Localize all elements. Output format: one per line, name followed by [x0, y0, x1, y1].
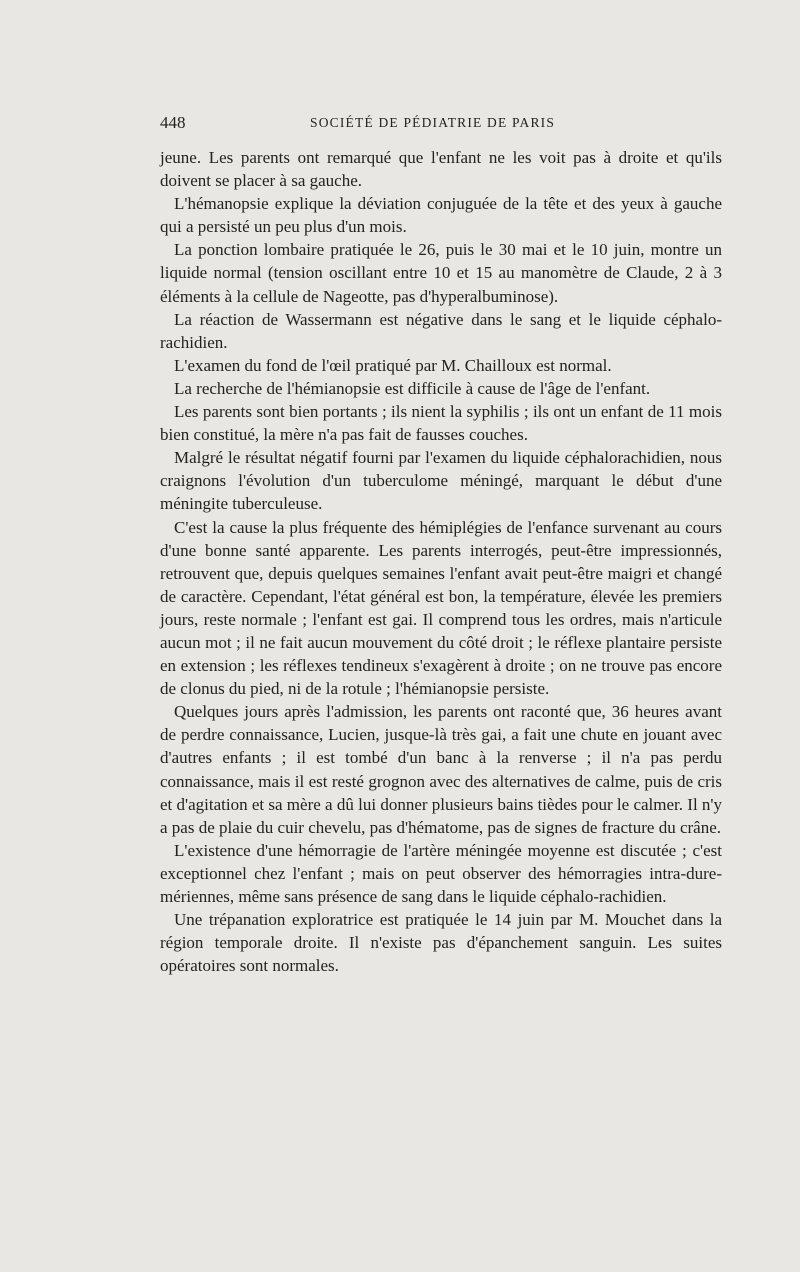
page-number: 448 [160, 113, 186, 132]
paragraph-8: Malgré le résultat négatif fourni par l'examen du liquide céphalorachidien, nous craignons l'évolution d'un tuberculome méningé, marquant le début d'une méningite tuberculeuse. [160, 448, 722, 514]
paragraph-1: jeune. Les parents ont remarqué que l'enfant ne les voit pas à droite et qu'ils doivent se placer à sa gauche. [160, 148, 722, 191]
paragraph-11: L'existence d'une hémorragie de l'artère méningée moyenne est discutée ; c'est exceptionnel chez l'enfant ; mais on peut observer des hémorragies intra-dure-mériennes, même sans présence de sang dans le liquide céphalo-rachidien. [160, 840, 722, 906]
paragraph-10: Quelques jours après l'admission, les parents ont raconté que, 36 heures avant de perdre connaissance, Lucien, jusque-là très gai, a fait une chute en jouant avec d'autres enfants ; il est tombé d'un banc à la renverse ; il n'a pas perdu connaissance, mais il est resté grognon avec des alternatives de calme, puis de cris et d'agitation et sa mère a dû lui donner plusieurs bains tièdes pour le calmer. Il n'y a pas de plaie du cuir chevelu, pas d'hématome, pas de signes de fracture du crâne. [160, 702, 722, 837]
paragraph-4: La réaction de Wassermann est négative dans le sang et le liquide céphalo-rachidien. [160, 309, 722, 352]
paragraph-9: C'est la cause la plus fréquente des hémiplégies de l'enfance survenant au cours d'une bonne santé apparente. Les parents interrogés, peut-être impressionnés, retrouvent que, depuis quelques semaines l'enfant avait peut-être maigri et changé de caractère. Cependant, l'état général est bon, la température, élevée les premiers jours, reste normale ; l'enfant est gai. Il comprend tous les ordres, mais n'articule aucun mot ; il ne fait aucun mouvement du côté droit ; le réflexe plantaire persiste en extension ; les réflexes tendineux s'exagèrent à droite ; on ne trouve pas encore de clonus du pied, ni de la rotule ; l'hémianopsie persiste. [160, 517, 722, 699]
paragraph-5: L'examen du fond de l'œil pratiqué par M. Chailloux est normal. [174, 355, 612, 375]
paragraph-12: Une trépanation exploratrice est pratiquée le 14 juin par M. Mouchet dans la région temporale droite. Il n'existe pas d'épanchement sanguin. Les suites opératoires sont normales. [160, 910, 722, 976]
paragraph-6: La recherche de l'hémianopsie est difficile à cause de l'âge de l'enfant. [174, 378, 651, 398]
running-title: SOCIÉTÉ DE PÉDIATRIE DE PARIS [310, 115, 556, 130]
paragraph-7: Les parents sont bien portants ; ils nient la syphilis ; ils ont un enfant de 11 mois bien constitué, la mère n'a pas fait de fausses couches. [160, 402, 722, 445]
paragraph-2: L'hémanopsie explique la déviation conjuguée de la tête et des yeux à gauche qui a persisté un peu plus d'un mois. [160, 194, 722, 237]
page-header [160, 113, 720, 137]
paragraph-3: La ponction lombaire pratiquée le 26, puis le 30 mai et le 10 juin, montre un liquide normal (tension oscillant entre 10 et 15 au manomètre de Claude, 2 à 3 éléments à la cellule de Nageotte, pas d'hyperalbuminose). [160, 240, 722, 306]
body-text [160, 146, 722, 977]
